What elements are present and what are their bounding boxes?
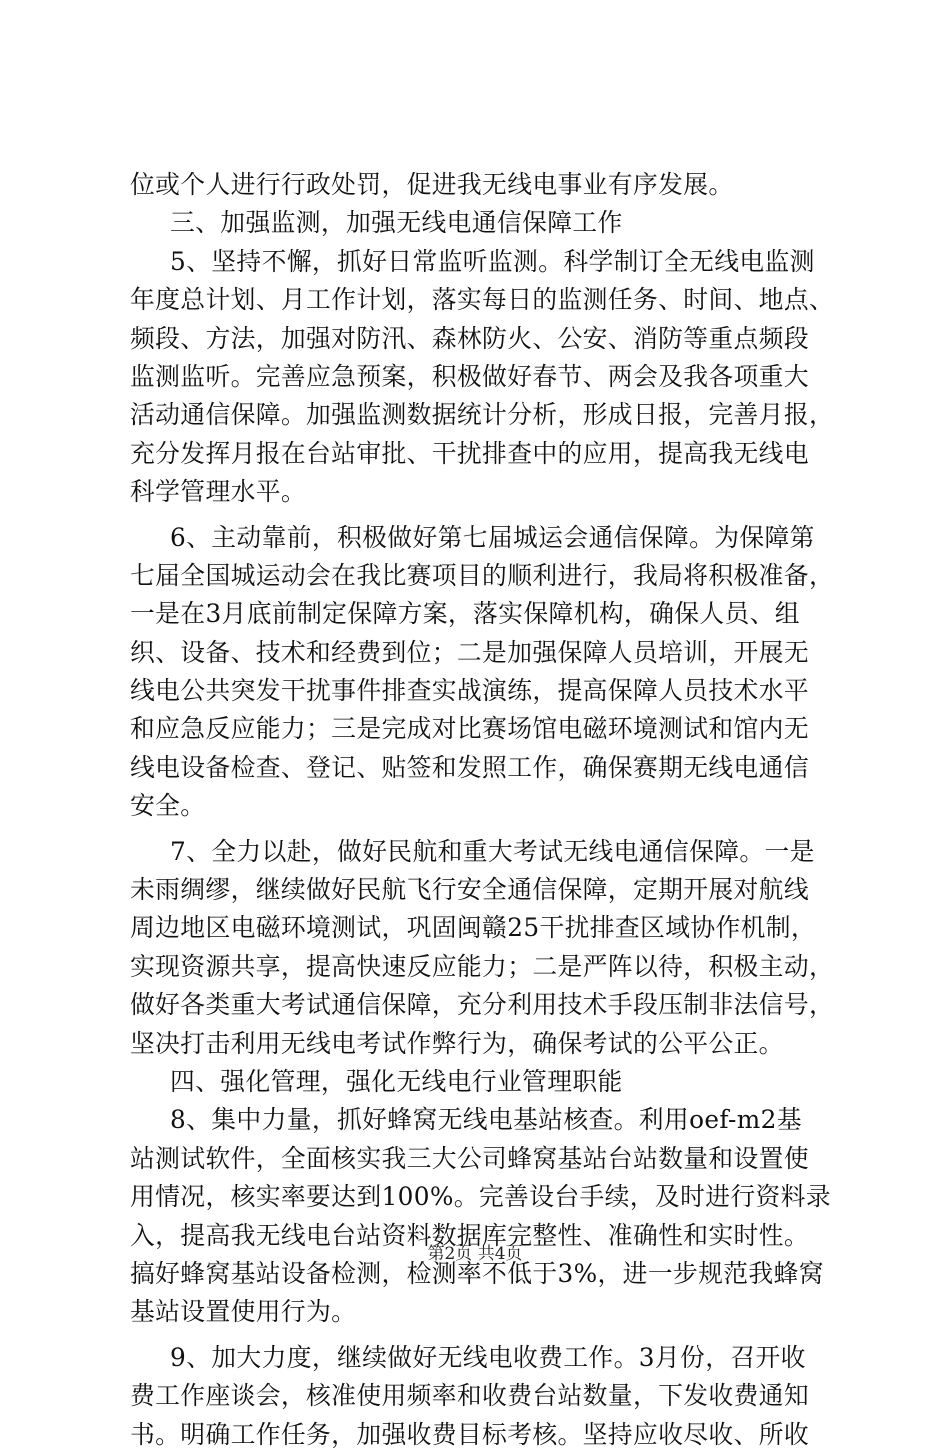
text-line: 6、主动靠前，积极做好第七届城运会通信保障。为保障第 [170, 522, 815, 552]
text-line: 七届全国城运动会在我比赛项目的顺利进行，我局将积极准备， [130, 560, 835, 590]
text-line: 织、设备、技术和经费到位；二是加强保障人员培训，开展无 [130, 637, 809, 667]
text-line: 频段、方法，加强对防汛、森林防火、公安、消防等重点频段 [130, 323, 809, 353]
text-line: 书。明确工作任务，加强收费目标考核。坚持应收尽收、所收 [130, 1419, 809, 1449]
text-line: 5、坚持不懈，抓好日常监听监测。科学制订全无线电监测 [170, 246, 815, 276]
text-line: 实现资源共享，提高快速反应能力；二是严阵以待，积极主动， [130, 951, 835, 981]
text-line: 线电公共突发干扰事件排查实战演练，提高保障人员技术水平 [130, 676, 809, 706]
text-line: 科学管理水平。 [130, 477, 307, 507]
text-line: 位或个人进行行政处罚，促进我无线电事业有序发展。 [130, 170, 734, 199]
section-heading: 三、加强监测，加强无线电通信保障工作 [170, 208, 623, 238]
text-line: 入，提高我无线电台站资料数据库完整性、准确性和实时性。 [130, 1220, 809, 1250]
text-line: 7、全力以赴，做好民航和重大考试无线电通信保障。一是 [170, 836, 815, 866]
page-number-footer: 第2页 共4页 [427, 1244, 523, 1264]
text-line: 站测试软件，全面核实我三大公司蜂窝基站台站数量和设置使 [130, 1143, 809, 1173]
text-line: 未雨绸缪，继续做好民航飞行安全通信保障，定期开展对航线 [130, 875, 809, 905]
text-line: 9、加大力度，继续做好无线电收费工作。3月份，召开收 [170, 1342, 806, 1372]
text-line: 坚决打击利用无线电考试作弊行为，确保考试的公平公正。 [130, 1028, 784, 1058]
text-line: 搞好蜂窝基站设备检测，检测率不低于3%，进一步规范我蜂窝 [130, 1258, 824, 1288]
text-line: 和应急反应能力；三是完成对比赛场馆电磁环境测试和馆内无 [130, 714, 809, 744]
text-line: 基站设置使用行为。 [130, 1297, 357, 1327]
text-line: 监测监听。完善应急预案，积极做好春节、两会及我各项重大 [130, 361, 809, 391]
text-line: 安全。 [130, 791, 206, 821]
text-line: 线电设备检查、登记、贴签和发照工作，确保赛期无线电通信 [130, 752, 809, 782]
text-line: 做好各类重大考试通信保障，充分利用技术手段压制非法信号， [130, 990, 835, 1020]
text-line: 充分发挥月报在台站审批、干扰排查中的应用，提高我无线电 [130, 438, 809, 468]
text-line: 周边地区电磁环境测试，巩固闽赣25干扰排查区域协作机制， [130, 913, 817, 943]
text-line: 一是在3月底前制定保障方案，落实保障机构，确保人员、组 [130, 599, 800, 629]
text-line: 8、集中力量，抓好蜂窝无线电基站核查。利用oef-m2基 [170, 1105, 802, 1135]
text-line: 用情况，核实率要达到100%。完善设台手续，及时进行资料录 [130, 1182, 831, 1212]
text-line: 年度总计划、月工作计划，落实每日的监测任务、时间、地点、 [130, 285, 835, 315]
text-line: 活动通信保障。加强监测数据统计分析，形成日报，完善月报， [130, 400, 835, 430]
section-heading: 四、强化管理，强化无线电行业管理职能 [170, 1066, 623, 1096]
text-line: 费工作座谈会，核准使用频率和收费台站数量，下发收费通知 [130, 1381, 809, 1411]
